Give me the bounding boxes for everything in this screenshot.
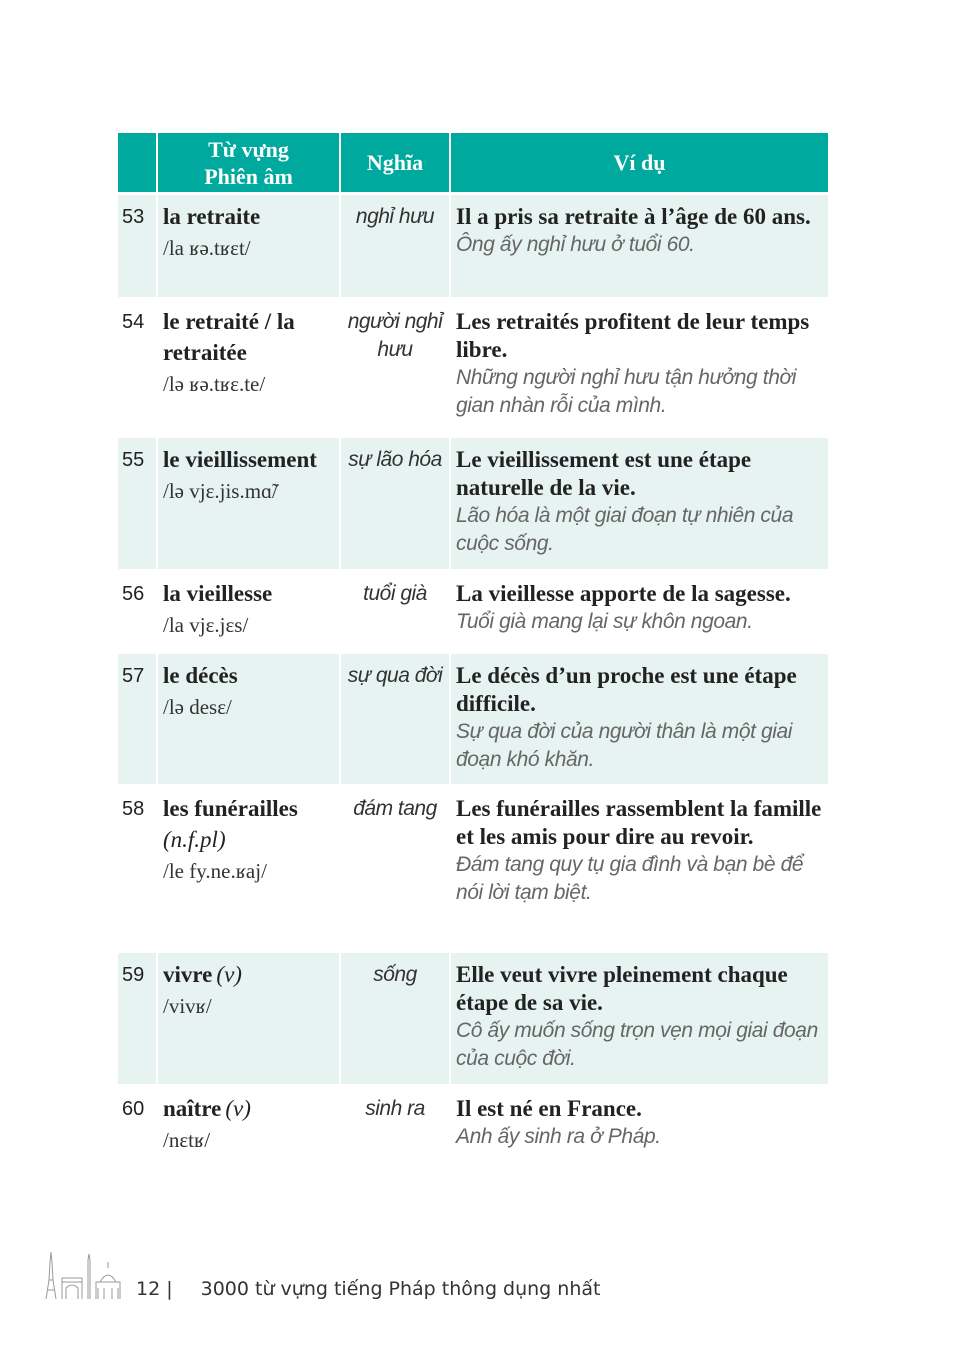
part-of-speech: (n.f.pl) xyxy=(163,827,226,852)
word-cell xyxy=(158,651,339,784)
table-row xyxy=(118,950,828,1084)
header-word-label: Từ vựng xyxy=(208,136,289,162)
word-cell xyxy=(158,950,339,1084)
meaning: sự qua đời xyxy=(341,651,449,784)
phonetic: /la vjɛ.jɛs/ xyxy=(163,613,249,637)
example-cell xyxy=(451,651,828,784)
example-french: Il a pris sa retraite à l’âge de 60 ans. xyxy=(456,204,811,229)
entry-number: 53 xyxy=(118,192,156,297)
example-vietnamese: Ông ấy nghỉ hưu ở tuổi 60. xyxy=(456,233,695,256)
meaning: người nghỉ hưu xyxy=(341,297,449,435)
example-french: Le vieillissement est une étape naturelle de la vie. xyxy=(456,447,752,500)
word: les funérailles xyxy=(163,796,298,821)
word-cell xyxy=(158,297,339,435)
table-row xyxy=(118,297,828,435)
example-cell xyxy=(451,950,828,1084)
word-cell xyxy=(158,1084,339,1174)
part-of-speech: (v) xyxy=(216,962,242,987)
example-french: Il est né en France. xyxy=(456,1096,642,1121)
example-cell xyxy=(451,784,828,950)
example-vietnamese: Cô ấy muốn sống trọn vẹn mọi giai đoạn của cuộc đời. xyxy=(456,1019,818,1070)
entry-number: 60 xyxy=(118,1084,156,1174)
example-french: Les funérailles rassemblent la famille et les amis pour dire au revoir. xyxy=(456,796,822,849)
header-example: Ví dụ xyxy=(451,133,828,192)
table-row xyxy=(118,192,828,297)
entry-number: 56 xyxy=(118,569,156,651)
meaning: sự lão hóa xyxy=(341,435,449,569)
phonetic: /nɛtʁ/ xyxy=(163,1128,211,1152)
word: naître xyxy=(163,1096,222,1121)
entry-number: 59 xyxy=(118,950,156,1084)
example-vietnamese: Anh ấy sinh ra ở Pháp. xyxy=(456,1125,661,1148)
word-cell xyxy=(158,569,339,651)
vocabulary-table xyxy=(116,133,830,1174)
header-meaning: Nghĩa xyxy=(341,133,449,192)
word: le vieillissement xyxy=(163,447,317,472)
example-cell xyxy=(451,192,828,297)
example-vietnamese: Đám tang quy tụ gia đình và bạn bè để nói lời tạm biệt. xyxy=(456,853,804,904)
meaning: đám tang xyxy=(341,784,449,950)
page-number: 12 | xyxy=(136,1278,173,1300)
example-cell xyxy=(451,1084,828,1174)
footer xyxy=(36,1250,600,1300)
example-vietnamese: Những người nghỉ hưu tận hưởng thời gian nhàn rỗi của mình. xyxy=(456,366,797,417)
meaning: sinh ra xyxy=(341,1084,449,1174)
part-of-speech: (v) xyxy=(225,1096,251,1121)
example-french: Le décès d’un proche est une étape difficile. xyxy=(456,663,797,716)
paris-skyline-icon xyxy=(36,1250,128,1300)
entry-number: 58 xyxy=(118,784,156,950)
phonetic: /lə ʁə.tʁɛ.te/ xyxy=(163,372,266,396)
entry-number: 57 xyxy=(118,651,156,784)
example-vietnamese: Sự qua đời của người thân là một giai đoạn khó khăn. xyxy=(456,720,793,771)
table-row xyxy=(118,1084,828,1174)
word-cell xyxy=(158,435,339,569)
word-cell xyxy=(158,192,339,297)
phonetic: /lə vjɛ.jis.mɑ̃/ xyxy=(163,479,278,503)
phonetic: /le fy.ne.ʁaj/ xyxy=(163,859,267,883)
example-cell xyxy=(451,569,828,651)
example-vietnamese: Tuổi già mang lại sự khôn ngoan. xyxy=(456,610,753,633)
word: vivre xyxy=(163,962,213,987)
example-french: Les retraités profitent de leur temps libre. xyxy=(456,309,810,362)
example-french: La vieillesse apporte de la sagesse. xyxy=(456,581,791,606)
entry-number: 54 xyxy=(118,297,156,435)
header-num xyxy=(118,133,156,192)
word-cell xyxy=(158,784,339,950)
entry-number: 55 xyxy=(118,435,156,569)
word: la retraite xyxy=(163,204,261,229)
word: le décès xyxy=(163,663,238,688)
phonetic: /la ʁə.tʁɛt/ xyxy=(163,236,251,260)
table-row xyxy=(118,651,828,784)
phonetic: /vivʁ/ xyxy=(163,994,212,1018)
example-cell xyxy=(451,435,828,569)
word: la vieillesse xyxy=(163,581,273,606)
example-cell xyxy=(451,297,828,435)
header-phon-label: Phiên âm xyxy=(204,163,293,189)
meaning: tuổi già xyxy=(341,569,449,651)
word: le retraité / la retraitée xyxy=(163,309,295,365)
header-word xyxy=(158,133,339,192)
table-header xyxy=(118,133,828,192)
table-row xyxy=(118,569,828,651)
meaning: sống xyxy=(341,950,449,1084)
meaning: nghỉ hưu xyxy=(341,192,449,297)
phonetic: /lə desɛ/ xyxy=(163,695,232,719)
example-french: Elle veut vivre pleinement chaque étape de sa vie. xyxy=(456,962,788,1015)
book-title: 3000 từ vựng tiếng Pháp thông dụng nhất xyxy=(200,1278,601,1300)
table-row xyxy=(118,784,828,950)
example-vietnamese: Lão hóa là một giai đoạn tự nhiên của cuộc sống. xyxy=(456,504,794,555)
table-row xyxy=(118,435,828,569)
